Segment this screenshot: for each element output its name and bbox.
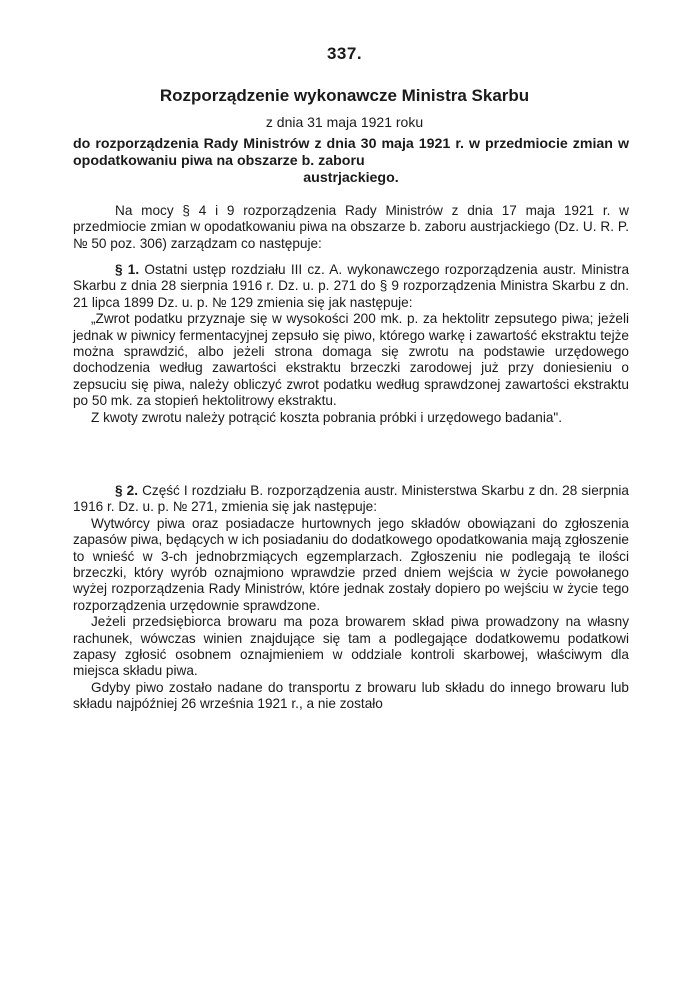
section-1: [73, 262, 629, 426]
date-line: z dnia 31 maja 1921 roku: [265, 114, 424, 130]
section-2: [73, 483, 629, 713]
section-2-mark: § 2.: [115, 483, 138, 498]
subtitle-end: austrjackiego.: [303, 170, 399, 186]
section-2-paragraph: [73, 483, 629, 516]
section-2-text: Część I rozdziału B. rozporządzenia austr. Ministerstwa Skarbu z dn. 28 sierpnia 1916 r. Dz. u. p. № 271, zmienia się jak następuje:: [73, 483, 629, 515]
section-2-paragraph-2: Jeżeli przedsiębiorca browaru ma poza browarem skład piwa prowadzony na własny rachunek, wówczas winien znajdujące się tam a podlegające dodatkowemu podatkowi zapasy zgłosić osobnem oznajmieniem w oddziale kontroli skarbowej, właściwym dla miejsca składu piwa.: [73, 614, 629, 679]
subtitle: [73, 136, 629, 187]
section-2-paragraph-3: Gdyby piwo zostało nadane do transportu z browaru lub składu do innego browaru lub składu najpóźniej 26 września 1921 r., a nie zostało: [73, 679, 629, 712]
section-1-paragraph: [73, 262, 629, 311]
section-2-paragraph-1: Wytwórcy piwa oraz posiadacze hurtownych jego składów obowiązani do zgłoszenia zapasów piwa, będących w ich posiadaniu do dodatkowego opodatkowania mają zgłoszenie to wnieść w 3-ch jednobrzmiących egzemplarzach. Zgłoszeniu nie podlegają te ilości brzeczki, który wyrób oznajmiono wprawdzie przed dniem wejścia w życie powołanego wyżej rozporządzenia Rady Ministrów, które jednak zostały dopiero po wejściu w życie tego rozporządzenia urzędownie sprawdzone.: [73, 515, 629, 613]
section-1-mark: § 1.: [115, 262, 140, 277]
page-number: 337.: [326, 44, 363, 63]
document-title: Rozporządzenie wykonawcze Ministra Skarbu: [159, 86, 530, 105]
section-1-quote-1: „Zwrot podatku przyznaje się w wysokości 200 mk. p. za hektolitr zepsutego piwa; jeżeli jednak w piwnicy fermentacyjnej zepsuło się piwo, którego warkę i zawartość ekstraktu tejże można sprawdzić, albo jeżeli strona domaga się zwrotu na podstawie urzędowego dochodzenia według zawartości ekstraktu brzeczki zarodowej już przy doniesieniu o zepsuciu się piwa, należy obliczyć zwrot podatku według sprawdzonej zawartości ekstraktu po 50 mk. za stopień hektolitrowy ekstraktu.: [73, 311, 629, 409]
intro-paragraph-block: [73, 203, 629, 252]
section-1-quote-2: Z kwoty zwrotu należy potrącić koszta pobrania próbki i urzędowego badania".: [91, 409, 563, 425]
subtitle-main: do rozporządzenia Rady Ministrów z dnia 30 maja 1921 r. w przedmiocie zmian w opodatkowaniu piwa na obszarze b. zaboru: [73, 136, 629, 169]
section-1-text: Ostatni ustęp rozdziału III cz. A. wykonawczego rozporządzenia austr. Ministra Skarbu z dnia 28 sierpnia 1916 r. Dz. u. p. 271 do § 9 rozporządzenia Ministra Skarbu z dn. 21 lipca 1899 Dz. u. p. № 129 zmienia się jak następuje:: [73, 262, 629, 310]
intro-paragraph: Na mocy § 4 i 9 rozporządzenia Rady Ministrów z dnia 17 maja 1921 r. w przedmiocie zmian w opodatkowaniu piwa na obszarze b. zaboru austrjackiego (Dz. U. R. P. № 50 poz. 306) zarządzam co następuje:: [73, 203, 629, 251]
